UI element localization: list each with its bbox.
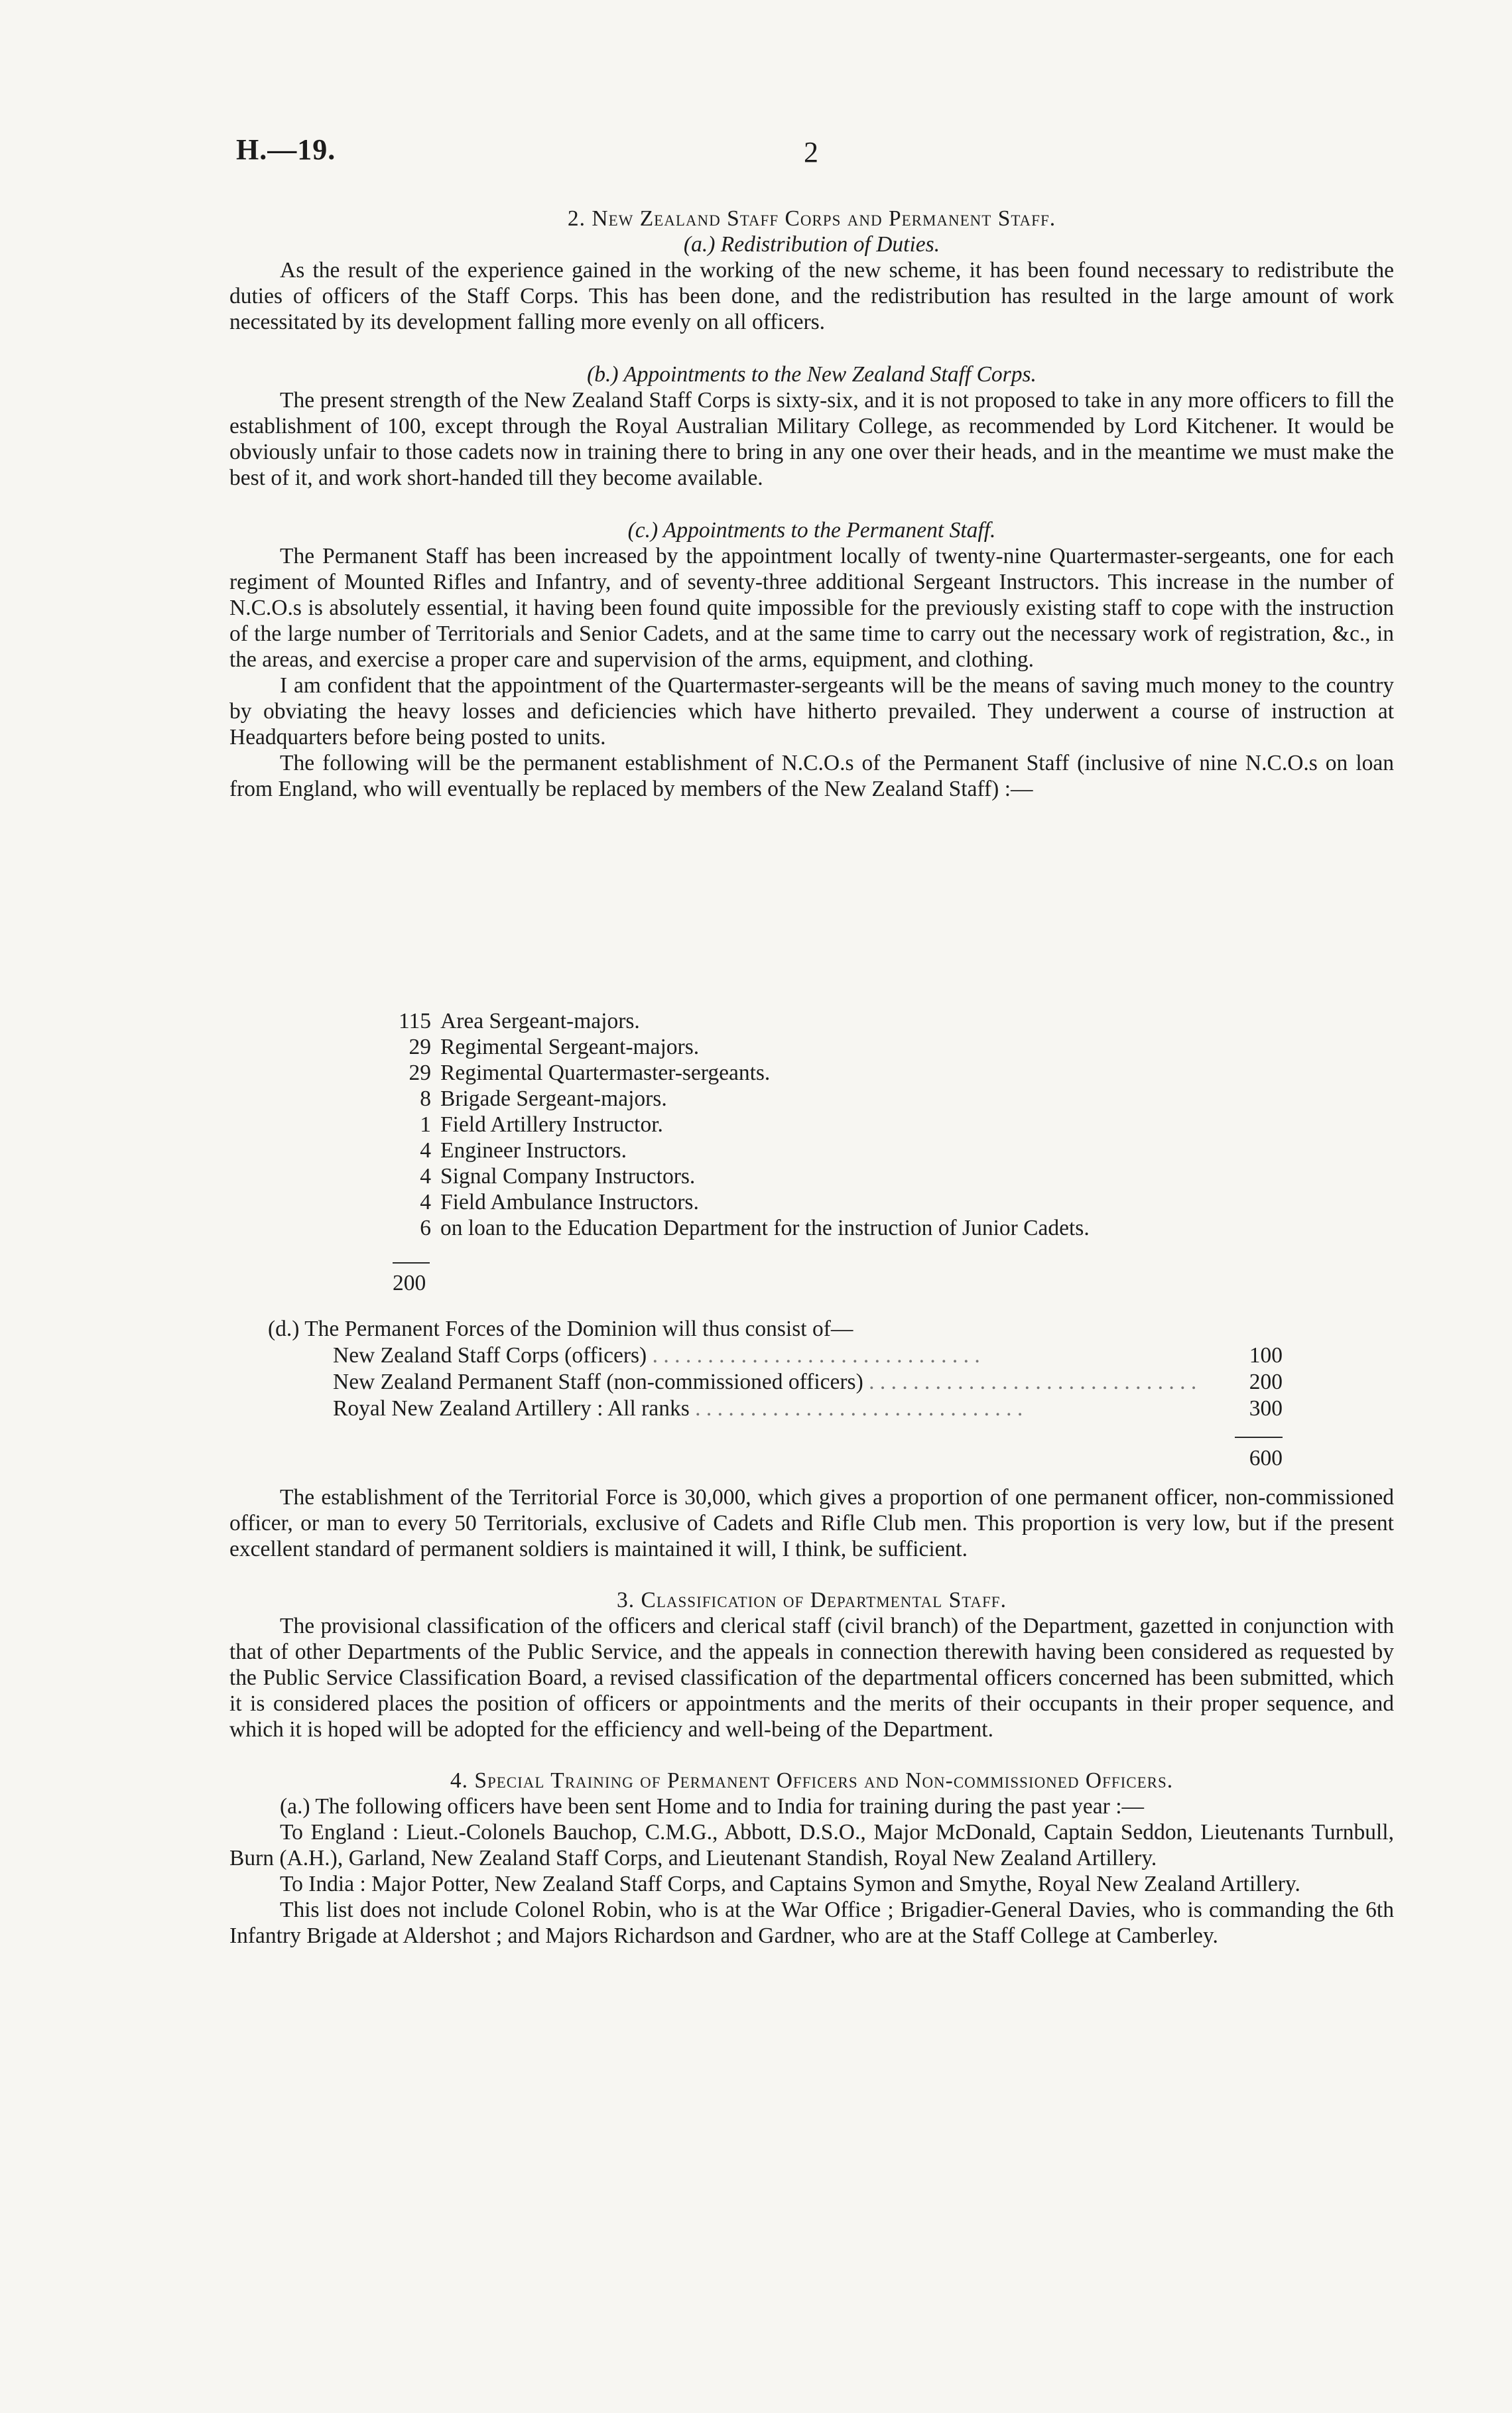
section-4-india: To India : Major Potter, New Zealand Staff Corps, and Captains Symon and Smythe, Royal New Zealand Artillery. — [280, 1872, 1300, 1896]
establishment-list — [391, 1008, 1090, 1241]
establishment-total-rule — [393, 1262, 430, 1264]
sub-a-title: (a.) Redistribution of Duties. — [683, 232, 940, 257]
sub-c-paragraph-2: I am confident that the appointment of the Quartermaster-sergeants will be the means of saving much money to the country by obviating the heavy losses and deficiencies which have hitherto prevailed. They underwent a course of instruction at Headquarters before being posted to units. — [229, 673, 1394, 750]
sub-b-paragraph: The present strength of the New Zealand Staff Corps is sixty-six, and it is not proposed to take in any more officers to fill the establishment of 100, except through the Royal Australian Military College, as recommended by Lord Kitchener. It would be obviously unfair to those cadets now in training there to bring in any one over their heads, and in the meantime we must make the best of it, and work short-handed till they become available. — [229, 388, 1394, 490]
forces-total-rule — [1235, 1437, 1283, 1438]
section-lower — [229, 1484, 1394, 1949]
table-row: Royal New Zealand Artillery : All ranks . . . 300 — [333, 1396, 1283, 1422]
permanent-forces-table — [268, 1316, 1283, 1422]
section-4-paragraph-a: (a.) The following officers have been sent Home and to India for training during the past year :— — [280, 1794, 1144, 1819]
report-code: H.—19. — [236, 133, 336, 166]
list-item: 6 on loan to the Education Department for the instruction of Junior Cadets. — [420, 1216, 1090, 1240]
table-row: New Zealand Staff Corps (officers) . . . 100 — [333, 1342, 1283, 1369]
sub-c-paragraph-1: The Permanent Staff has been increased by the appointment locally of twenty-nine Quartermaster-sergeants, one for each regiment of Mounted Rifles and Infantry, and of seventy-three additional Sergeant Instructors. This increase in the number of N.C.O.s is absolutely essential, it having been found quite impossible for the previously existing staff to cope with the instruction of the large number of Territorials and Senior Cadets, and at the same time to carry out the necessary work of registration, &c., in the areas, and exercise a proper care and supervision of the arms, equipment, and clothing. — [229, 544, 1394, 672]
section-2-heading: 2. New Zealand Staff Corps and Permanent Staff. — [567, 206, 1056, 231]
list-item: 4 Signal Company Instructors. — [420, 1164, 696, 1189]
list-item: 1 Field Artillery Instructor. — [420, 1112, 663, 1137]
sub-c-paragraph-3: The following will be the permanent establishment of N.C.O.s of the Permanent Staff (inclusive of nine N.C.O.s on loan from England, who will eventually be replaced by members of the New Zealand Staff) :— — [229, 751, 1394, 801]
establishment-total: 200 — [393, 1271, 426, 1295]
list-item: 29 Regimental Quartermaster-sergeants. — [409, 1061, 771, 1085]
sub-b-title: (b.) Appointments to the New Zealand Staff Corps. — [587, 362, 1037, 387]
list-item: 4 Field Ambulance Instructors. — [420, 1190, 699, 1214]
sub-c-title: (c.) Appointments to the Permanent Staff. — [627, 518, 996, 543]
section-4-heading: 4. Special Training of Permanent Officers and Non-commissioned Officers. — [450, 1768, 1174, 1793]
table-row: New Zealand Permanent Staff (non-commissioned officers) . . . 200 — [333, 1369, 1283, 1396]
sub-d-intro: (d.) The Permanent Forces of the Dominion will thus consist of— — [268, 1317, 853, 1341]
list-item: 4 Engineer Instructors. — [420, 1138, 627, 1163]
list-item: 8 Brigade Sergeant-majors. — [420, 1086, 667, 1111]
section-3-paragraph: The provisional classification of the officers and clerical staff (civil branch) of the Department, gazetted in conjunction with that of other Departments of the Public Service, and the appeals in connection therewith having been considered as requested by the Public Service Classification Board, a revised classification of the departmental officers concerned has been submitted, which it is considered places the position of officers or appointments and the merits of their occupants in their proper sequence, and which it is hoped will be adopted for the efficiency and well-being of the Department. — [229, 1614, 1394, 1742]
sub-a-paragraph: As the result of the experience gained in the working of the new scheme, it has been found necessary to redistribute the duties of officers of the Staff Corps. This has been done, and the redistribution has resulted in the large amount of work necessitated by its development falling more evenly on all officers. — [229, 258, 1394, 334]
list-item: 115 Area Sergeant-majors. — [398, 1009, 640, 1033]
sub-d-paragraph: The establishment of the Territorial Force is 30,000, which gives a proportion of one permanent officer, non-commissioned officer, or man to every 50 Territorials, exclusive of Cadets and Rifle Club men. This proportion is very low, but if the present excellent standard of permanent soldiers is maintained it will, I think, be sufficient. — [229, 1485, 1394, 1561]
section-4-england: To England : Lieut.-Colonels Bauchop, C.M.G., Abbott, D.S.O., Major McDonald, Captain Seddon, Lieutenants Turnbull, Burn (A.H.), Garland, New Zealand Staff Corps, and Lieutenant Standish, Royal New Zealand Artillery. — [229, 1820, 1394, 1870]
section-3-heading: 3. Classification of Departmental Staff. — [617, 1588, 1007, 1612]
section-2-top — [229, 206, 1394, 802]
page-number: 2 — [804, 136, 818, 168]
list-item: 29 Regimental Sergeant-majors. — [409, 1035, 700, 1059]
section-4-note: This list does not include Colonel Robin, who is at the War Office ; Brigadier-General Davies, who is commanding the 6th Infantry Brigade at Aldershot ; and Majors Richardson and Gardner, who are at the Staff College at Camberley. — [229, 1898, 1394, 1948]
forces-total: 600 — [1249, 1446, 1283, 1470]
